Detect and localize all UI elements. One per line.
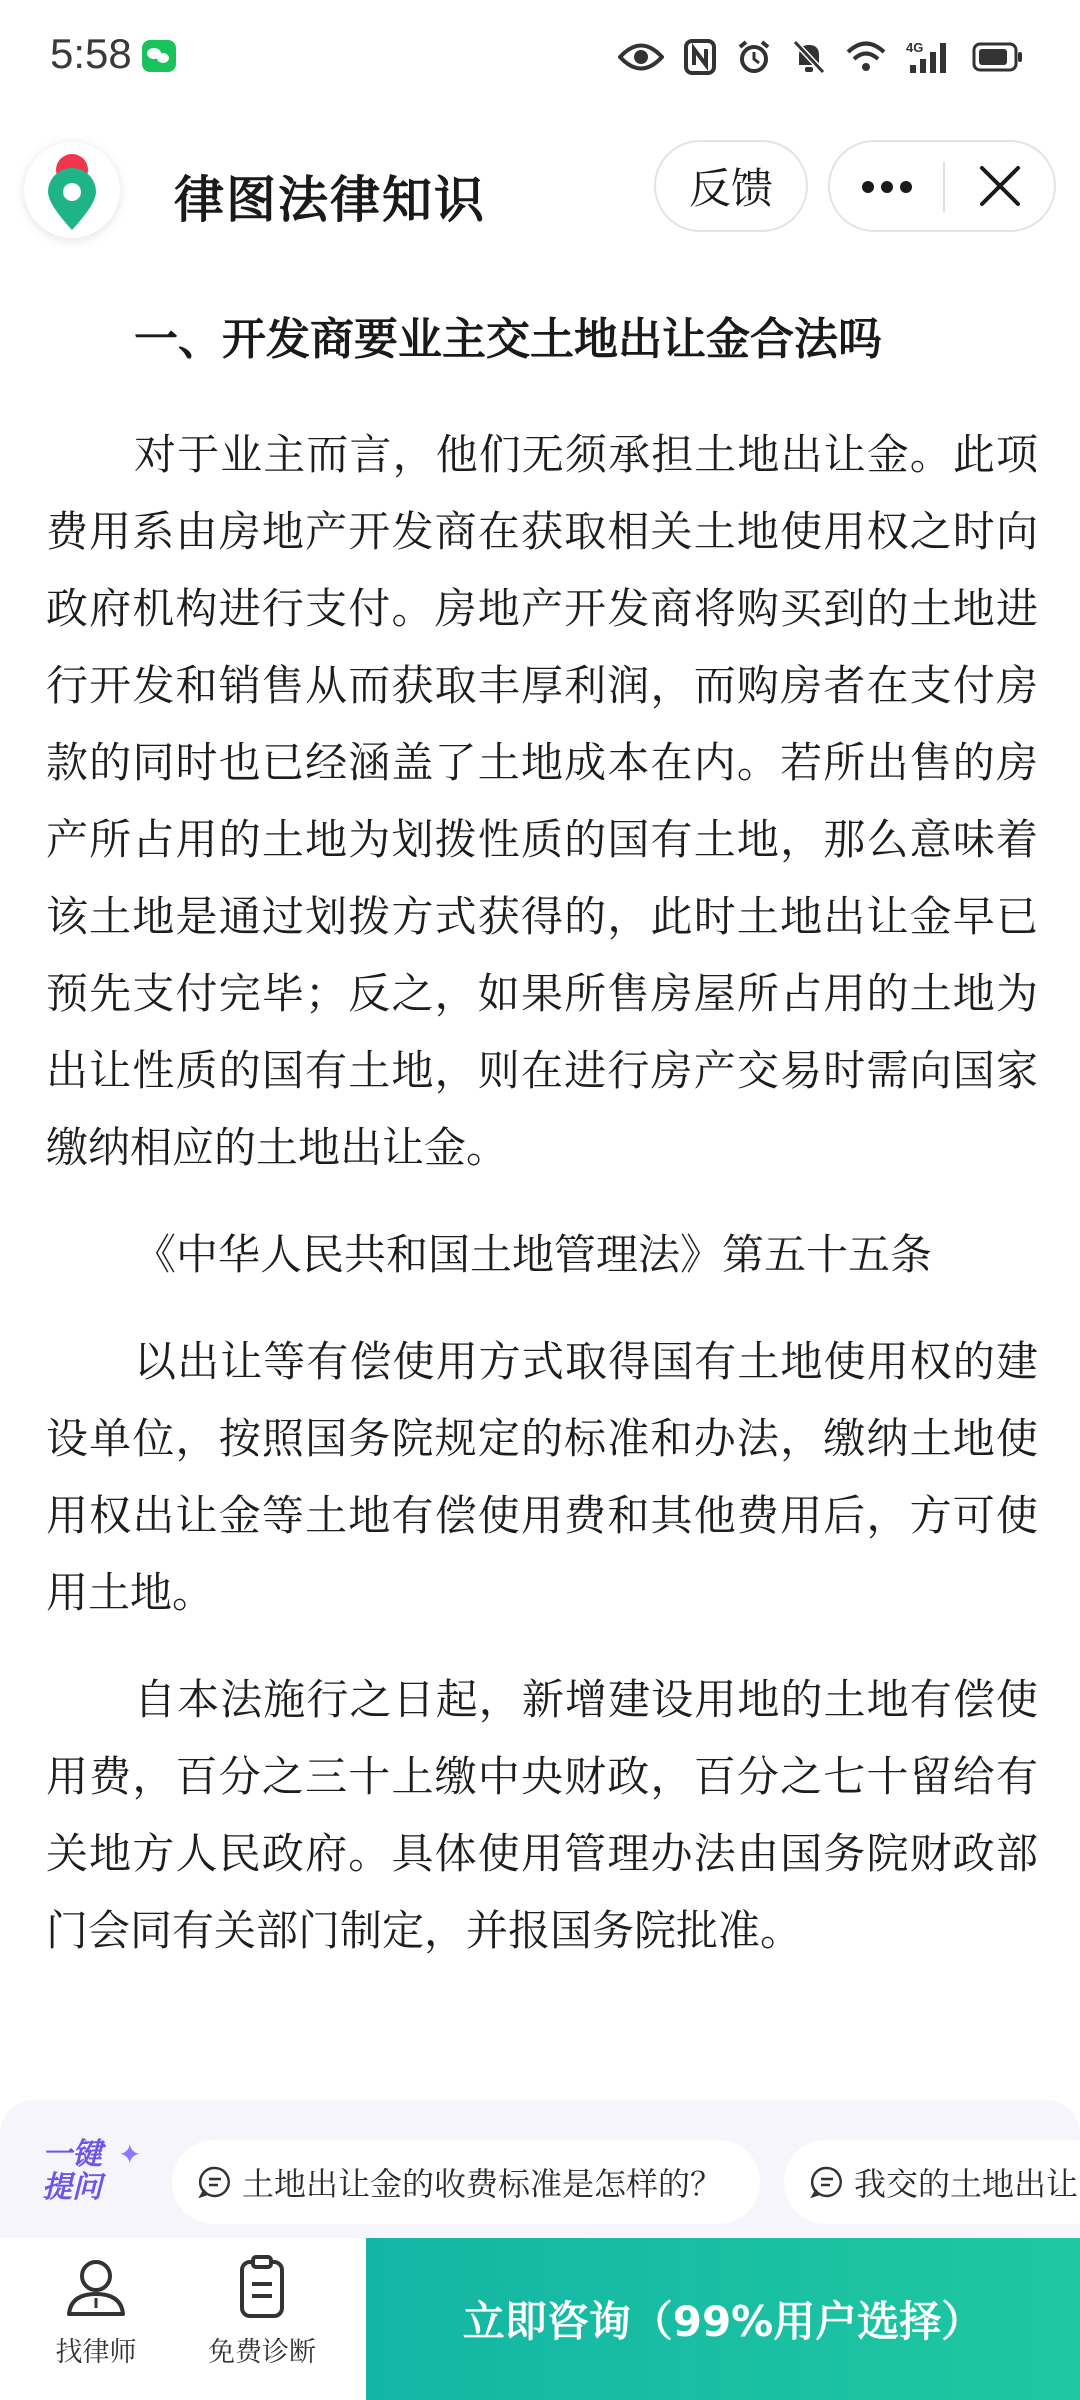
clipboard-icon: [227, 2254, 297, 2320]
wechat-icon: [142, 40, 176, 72]
close-icon: [945, 142, 1055, 230]
find-lawyer-button[interactable]: 找律师: [16, 2254, 176, 2384]
chat-bubble-icon: [810, 2165, 844, 2199]
question-chip[interactable]: 土地出让金的收费标准是怎样的？: [172, 2140, 760, 2224]
sparkle-icon: ✦: [118, 2138, 142, 2171]
battery-icon: [972, 42, 1024, 72]
svg-text:4G: 4G: [906, 40, 924, 55]
close-button[interactable]: [945, 142, 1055, 230]
article-paragraph: 对于业主而言，他们无须承担土地出让金。此项费用系由房地产开发商在获取相关土地使用权之时向政府机构进行支付。房地产开发商将购买到的土地进行开发和销售从而获取丰厚利润，而购房者在支付房款的同时也已经涵盖了土地成本在内。若所出售的房产所占用的土地为划拨性质的国有土地，那么意味着该土地是通过划拨方式获得的，此时土地出让金早已预先支付完毕；反之，如果所售房屋所占用的土地为出让性质的国有土地，则在进行房产交易时需向国家缴纳相应的土地出让金。: [46, 430, 1038, 1172]
mute-icon: [792, 39, 826, 75]
article-heading: 一、开发商要业主交土地出让金合法吗: [134, 314, 882, 365]
nfc-icon: [684, 39, 716, 75]
status-bar: [0, 0, 1080, 112]
wifi-icon: [846, 41, 886, 73]
app-logo: [24, 142, 120, 238]
more-button[interactable]: [830, 142, 943, 230]
ellipsis-icon: [830, 142, 943, 230]
4g-signal-icon: [906, 39, 952, 75]
question-chip[interactable]: 我交的土地出让: [784, 2140, 1080, 2224]
chat-bubble-icon: [198, 2165, 232, 2199]
app-title: 律图法律知识: [174, 171, 486, 229]
article-paragraph: 自本法施行之日起，新增建设用地的土地有偿使用费，百分之三十上缴中央财政，百分之七十留给有关地方人民政府。具体使用管理办法由国务院财政部门会同有关部门制定，并报国务院批准。: [46, 1675, 1038, 1955]
feedback-button[interactable]: 反馈: [654, 140, 808, 232]
app-header: [0, 112, 1080, 272]
lawyer-icon: [61, 2254, 131, 2320]
status-icons: [618, 32, 1024, 82]
consult-now-button[interactable]: 立即咨询（99%用户选择）: [366, 2238, 1080, 2400]
article-body: [46, 300, 1038, 1969]
eye-icon: [618, 42, 664, 72]
mini-program-capsule: [828, 140, 1056, 232]
quick-ask-label: 一键 提问: [42, 2137, 102, 2205]
article-paragraph: 以出让等有偿使用方式取得国有土地使用权的建设单位，按照国务院规定的标准和办法，缴纳土地使用权出让金等土地有偿使用费和其他费用后，方可使用土地。: [46, 1337, 1038, 1617]
law-citation: 《中华人民共和国土地管理法》第五十五条: [134, 1230, 933, 1279]
status-time: 5:58: [50, 30, 132, 77]
quick-ask-bar: [0, 2100, 1080, 2238]
bottom-action-bar: [0, 2238, 1080, 2400]
alarm-icon: [736, 39, 772, 75]
free-diagnosis-button[interactable]: 免费诊断: [182, 2254, 342, 2384]
